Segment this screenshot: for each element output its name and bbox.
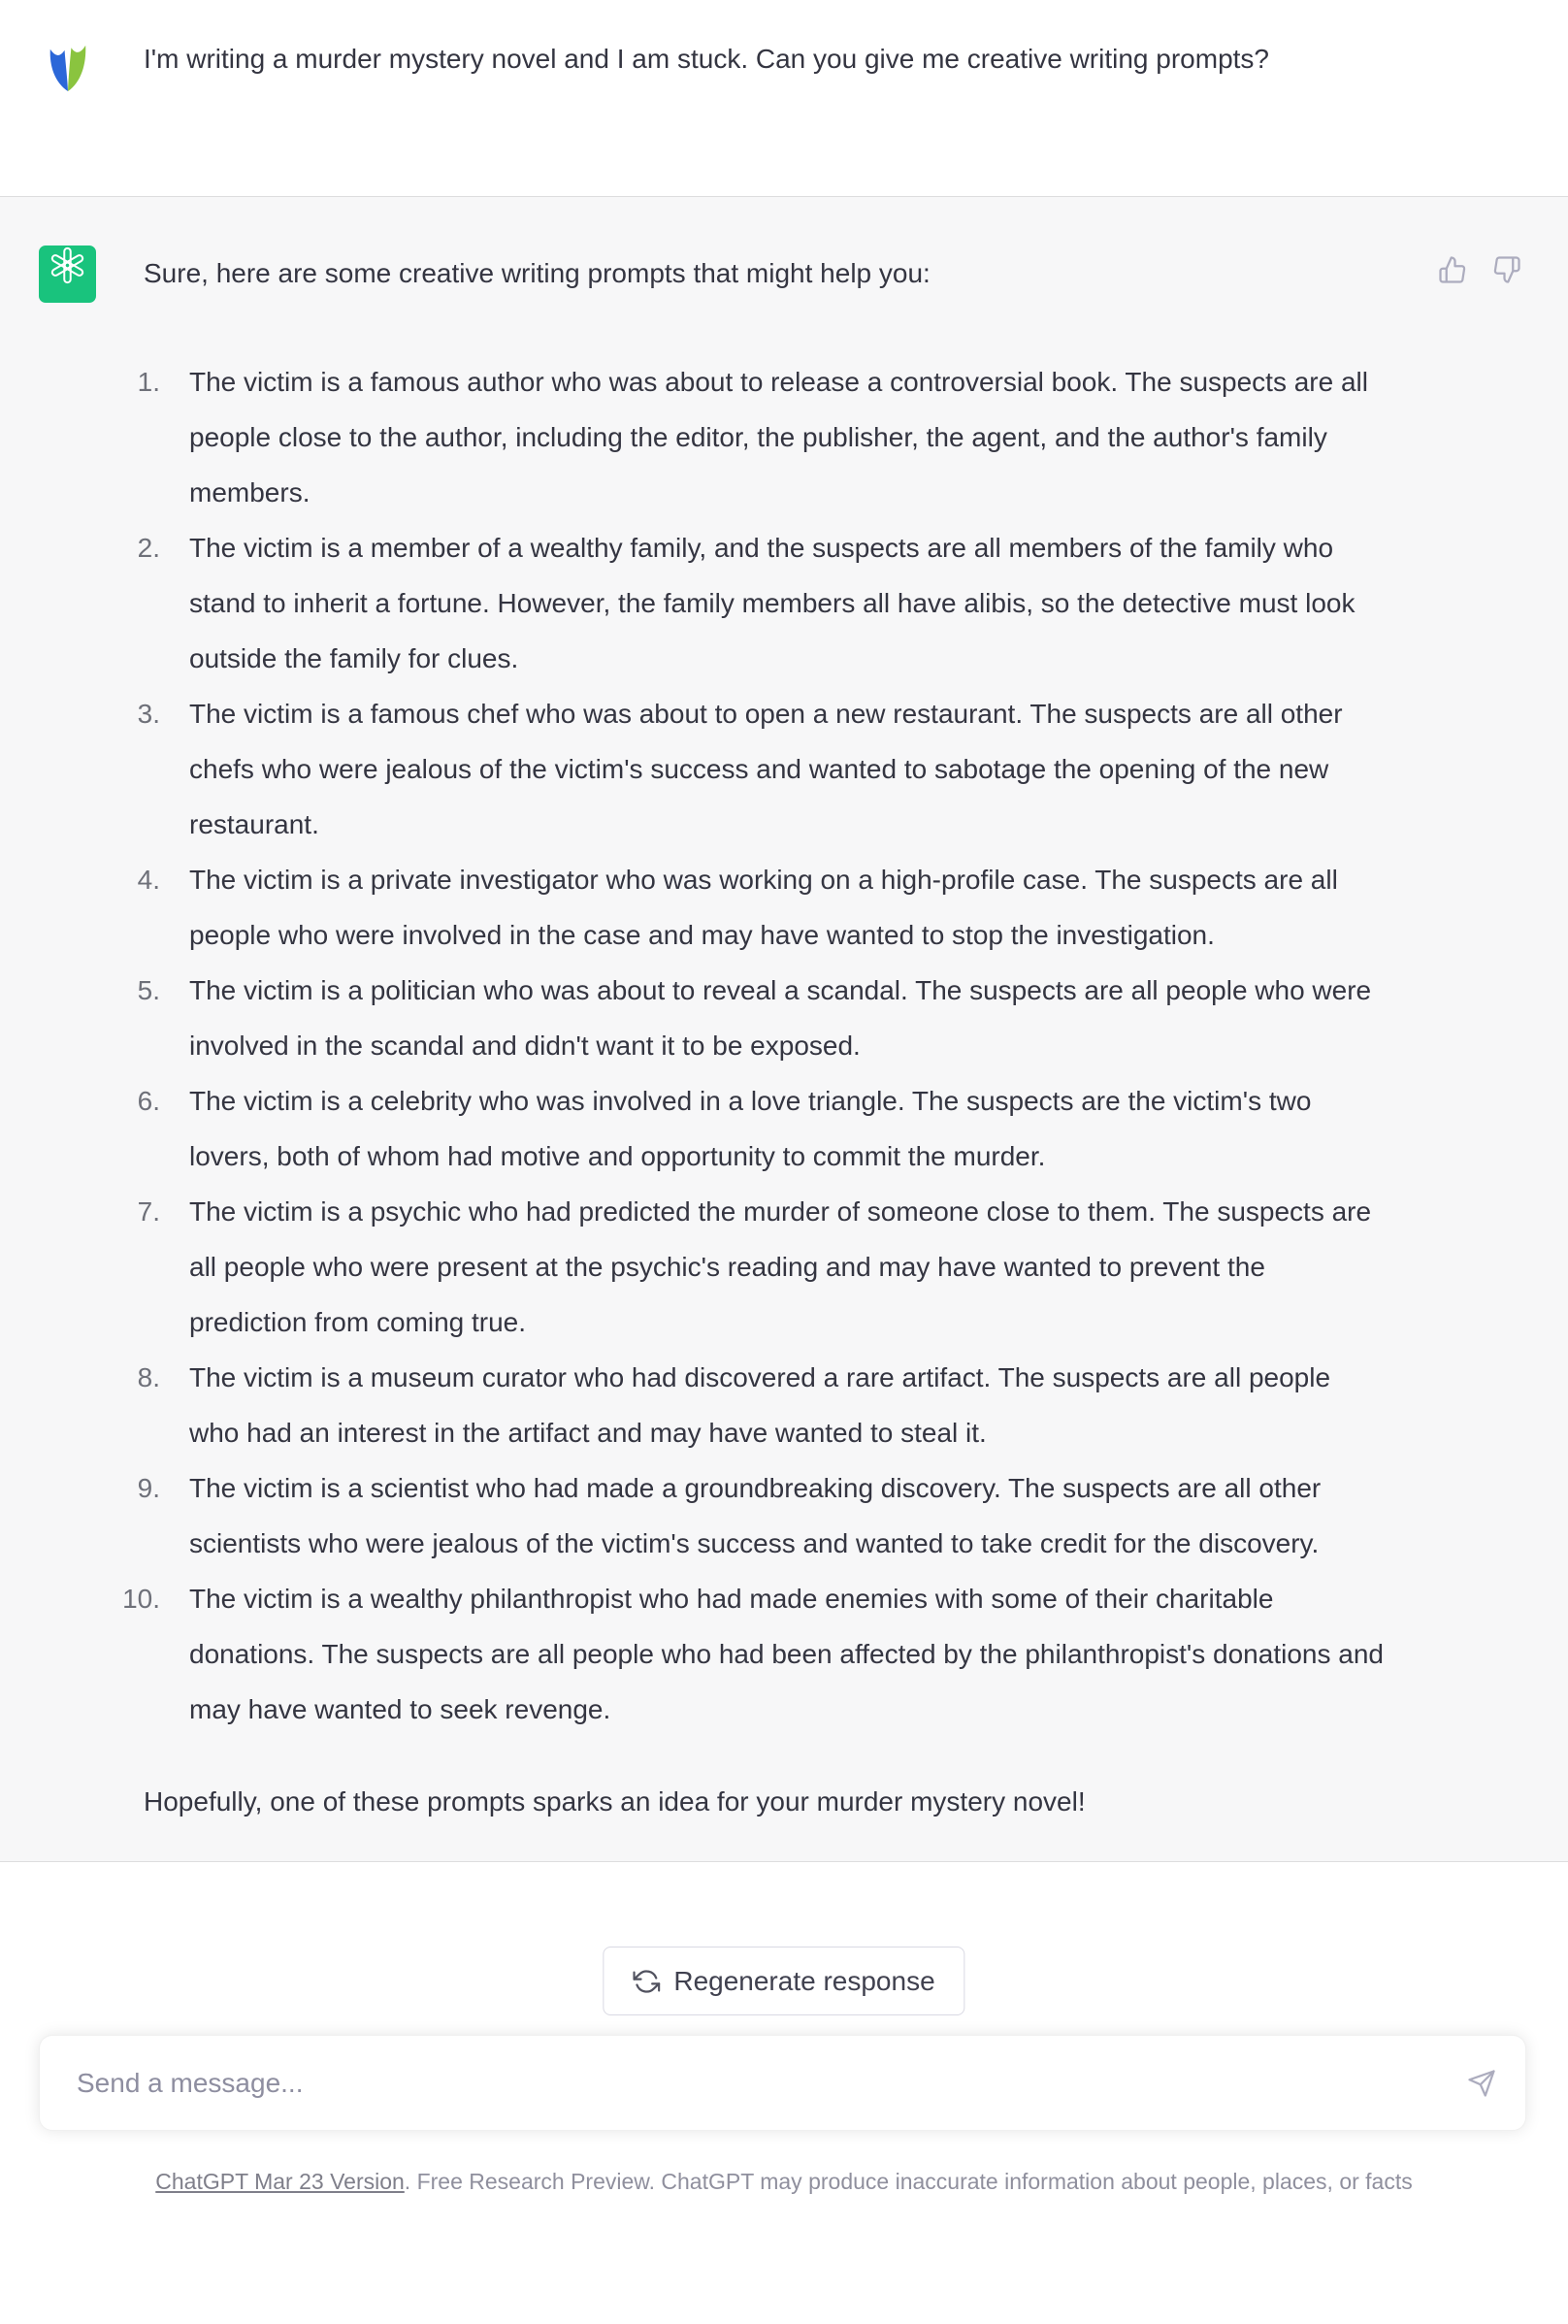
thumbs-down-icon <box>1492 273 1521 287</box>
footer-disclaimer <box>0 2167 1568 2196</box>
assistant-intro: Sure, here are some creative writing prompts that might help you: <box>144 258 931 288</box>
prompt-item: The victim is a museum curator who had discovered a rare artifact. The suspects are all people who had an interest in the artifact and may have wanted to steal it. <box>189 1362 1331 1448</box>
prompt-item: The victim is a scientist who had made a groundbreaking discovery. The suspects are all other scientists who were jealous of the victim's success and wanted to take credit for the discovery. <box>189 1473 1322 1558</box>
assistant-message-row <box>0 196 1568 1862</box>
prompt-item: The victim is a famous author who was about to release a controversial book. The suspects are all people close to the author, including the editor, the publisher, the agent, and the author's family members. <box>189 367 1368 507</box>
chatgpt-avatar <box>39 245 96 303</box>
footer-text: . Free Research Preview. ChatGPT may produce inaccurate information about people, places, or facts <box>404 2169 1413 2194</box>
user-logo-icon <box>39 70 96 100</box>
send-icon <box>1467 2086 1496 2101</box>
prompt-item: The victim is a psychic who had predicted the murder of someone close to them. The suspects are all people who were present at the psychic's reading and may have wanted to prevent the prediction from coming true. <box>189 1196 1372 1337</box>
message-composer <box>39 2035 1526 2131</box>
bottom-bar <box>0 1862 1568 2213</box>
prompt-item: The victim is a private investigator who was working on a high-profile case. The suspects are all people who were involved in the case and may have wanted to stop the investigation. <box>189 865 1338 950</box>
prompt-list <box>144 354 1386 1737</box>
openai-logo-icon <box>49 246 86 303</box>
prompt-item: The victim is a wealthy philanthropist who had made enemies with some of their charitable donations. The suspects are all people who had been affected by the philanthropist's donations and may have wanted to seek revenge. <box>189 1584 1384 1724</box>
user-message-text: I'm writing a murder mystery novel and I am stuck. Can you give me creative writing prompts? <box>144 44 1269 74</box>
regenerate-response-button[interactable] <box>603 1947 964 2015</box>
thumbs-down-button[interactable] <box>1492 255 1521 284</box>
feedback-controls <box>1438 255 1521 284</box>
user-avatar <box>39 37 96 94</box>
message-input[interactable] <box>75 2067 1467 2100</box>
assistant-message-content <box>144 245 1386 1829</box>
assistant-outro: Hopefully, one of these prompts sparks an idea for your murder mystery novel! <box>144 1786 1086 1817</box>
prompt-item: The victim is a famous chef who was about to open a new restaurant. The suspects are all other chefs who were jealous of the victim's success and wanted to sabotage the opening of the new restaurant. <box>189 699 1343 839</box>
prompt-item: The victim is a member of a wealthy family, and the suspects are all members of the family who stand to inherit a fortune. However, the family members all have alibis, so the detective must look outside the family for clues. <box>189 533 1356 673</box>
thumbs-up-button[interactable] <box>1438 255 1467 284</box>
send-button[interactable] <box>1467 2069 1496 2098</box>
version-link[interactable]: ChatGPT Mar 23 Version <box>155 2169 405 2194</box>
user-message-row <box>0 0 1568 196</box>
prompt-item: The victim is a celebrity who was involved in a love triangle. The suspects are the victim's two lovers, both of whom had motive and opportunity to commit the murder. <box>189 1086 1312 1171</box>
prompt-item: The victim is a politician who was about to reveal a scandal. The suspects are all people who were involved in the scandal and didn't want it to be exposed. <box>189 975 1372 1061</box>
thumbs-up-icon <box>1438 273 1467 287</box>
regenerate-icon <box>633 1968 660 1995</box>
regenerate-label: Regenerate response <box>673 1965 935 1996</box>
